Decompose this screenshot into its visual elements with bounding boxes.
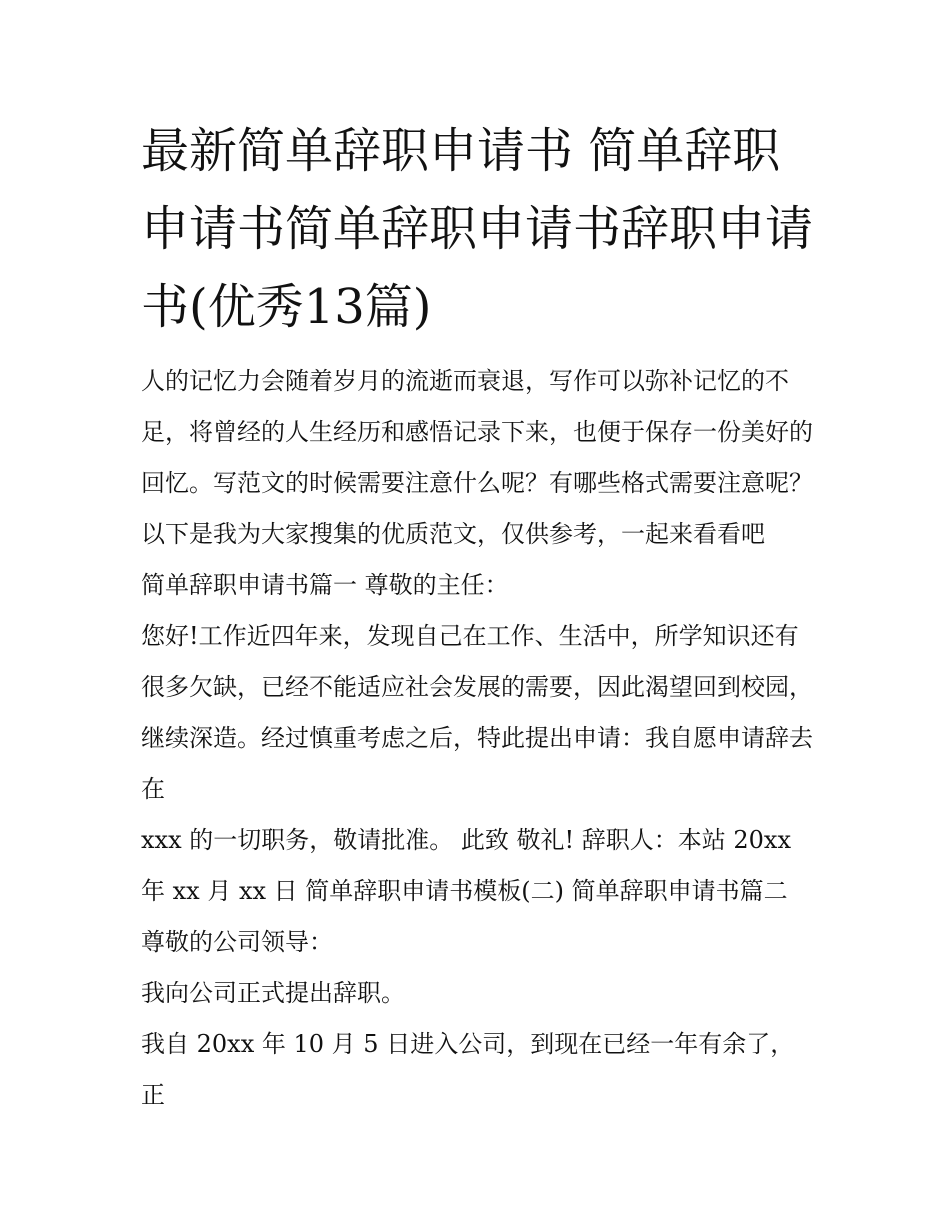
document-body (141, 112, 813, 1121)
letter-paragraph: 我自 20xx 年 10 月 5 日进入公司，到现在已经一年有余了，正 (141, 1030, 795, 1109)
document-title: 最新简单辞职申请书 简单辞职申请书简单辞职申请书辞职申请书(优秀13篇) (141, 123, 814, 335)
letter-paragraph: 我向公司正式提出辞职。 (141, 979, 405, 1007)
letter-paragraph: xxx 的一切职务，敬请批准。 此致 敬礼! 辞职人：本站 20xx 年 xx 月 xx 日 简单辞职申请书模板(二) 简单辞职申请书篇二 尊敬的公司领导： (141, 826, 792, 956)
letter-paragraph: 您好!工作近四年来，发现自己在工作、生活中，所学知识还有很多欠缺，已经不能适应社会发展的需要，因此渴望回到校园，继续深造。经过慎重考虑之后，特此提出申请：我自愿申请辞去在 (141, 622, 813, 803)
intro-paragraph: 人的记忆力会随着岁月的流逝而衰退，写作可以弥补记忆的不足，将曾经的人生经历和感悟记录下来，也便于保存一份美好的回忆。写范文的时候需要注意什么呢？有哪些格式需要注意呢？以下是我为大家搜集的优质范文，仅供参考，一起来看看吧 (141, 367, 813, 548)
section-heading: 简单辞职申请书篇一 尊敬的主任： (141, 571, 509, 599)
